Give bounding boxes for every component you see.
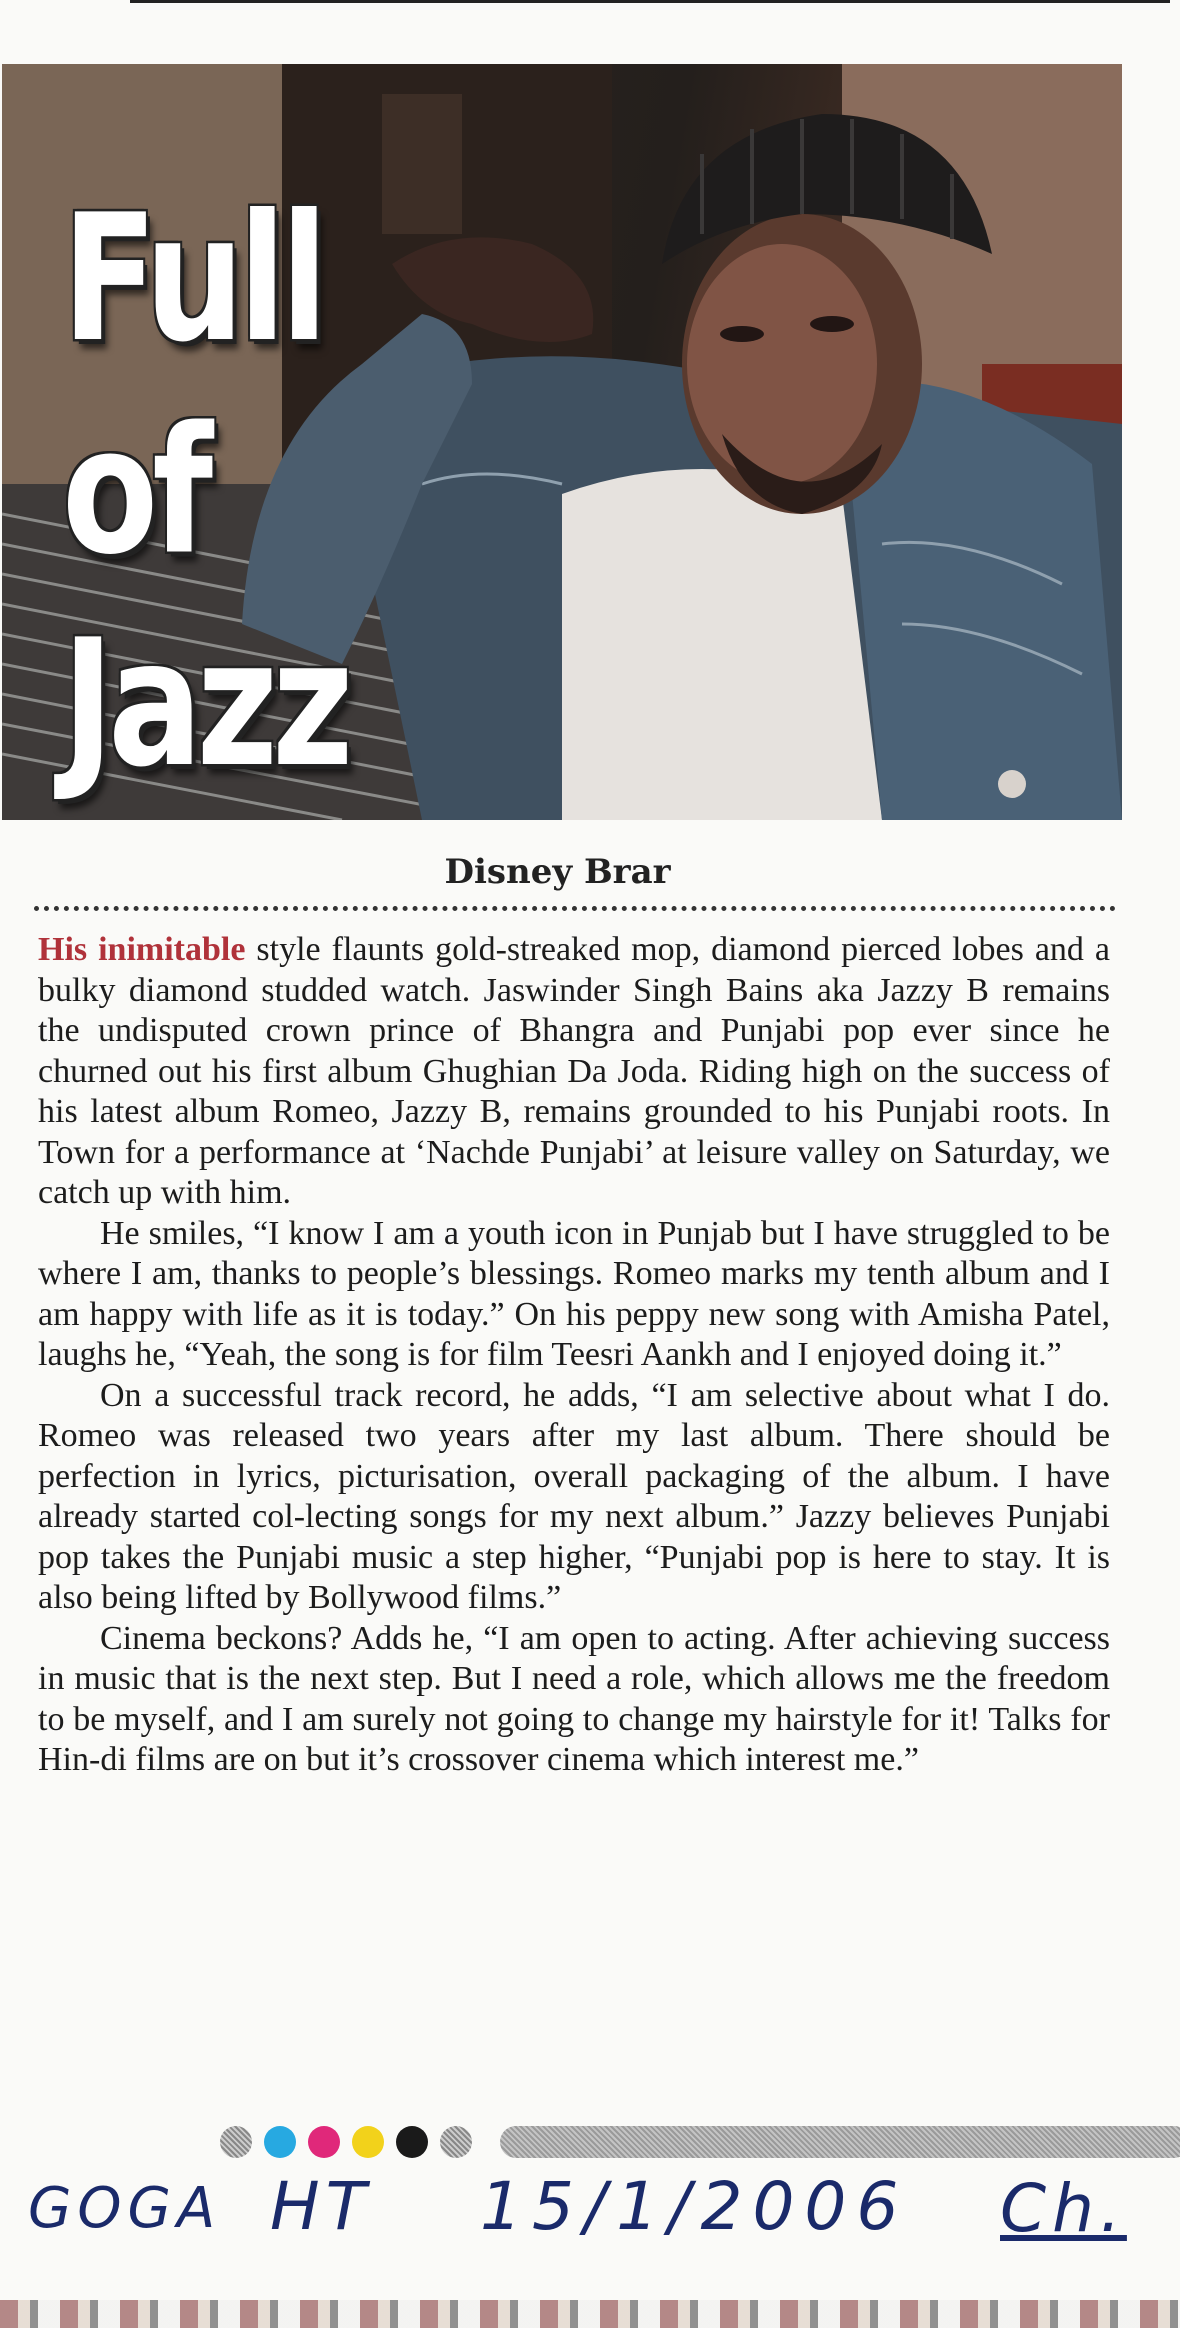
lead-in: His inimitable [38, 931, 246, 968]
article-paragraph-1 [38, 930, 1110, 1214]
byline: Disney Brar [444, 852, 671, 892]
torn-bottom-edge [0, 2300, 1180, 2328]
article-photo [2, 64, 1122, 820]
registration-dot [264, 2126, 296, 2158]
headline-line-2: of [62, 390, 208, 594]
print-registration-marks [220, 2124, 1180, 2160]
article-paragraph-3: On a successful track record, he adds, “I am selective about what I do. Romeo was released two years after my last album. There should be perfection in lyrics, picturisation, overall packaging of the album. I have already started col-lecting songs for my next album.” Jazzy believes Punjabi pop takes the Punjabi music a step higher, “Punjabi pop is here to stay. It is also being lifted by Bollywood films.” [38, 1376, 1110, 1616]
registration-dot [396, 2126, 428, 2158]
registration-dot [440, 2126, 472, 2158]
registration-dot [220, 2126, 252, 2158]
handwritten-city: Ch. [1000, 2170, 1127, 2247]
registration-dot [308, 2126, 340, 2158]
article-body [38, 930, 1110, 1781]
headline [62, 174, 392, 812]
registration-dot [352, 2126, 384, 2158]
paragraph-text: style flaunts gold-streaked mop, diamond pierced lobes and a bulky diamond studded watch. Jaswinder Singh Bains aka Jazzy B remains the undisputed crown prince of Bhangra and Punjabi pop ever since he churned out his first album Ghughian Da Joda. Riding high on the success of his latest album Romeo, Jazzy B, remains grounded to his Punjabi roots. In Town for a performance at ‘Nachde Punjabi’ at leisure valley on Saturday, we catch up with him. [38, 931, 1110, 1211]
headline-line-1: Full [62, 177, 323, 382]
article-paragraph-2: He smiles, “I know I am a youth icon in Punjab but I have struggled to be where I am, thanks to people’s blessings. Romeo marks my tenth album and I am happy with life as it is today.” On his peppy new song with Amisha Patel, laughs he, “Yeah, the song is for film Teesri Aankh and I enjoyed doing it.” [38, 1214, 1110, 1373]
dotted-divider [34, 906, 1116, 911]
registration-bar [500, 2126, 1180, 2158]
handwritten-date: 15/1/2006 [480, 2168, 909, 2245]
handwritten-paper: HT [270, 2168, 372, 2245]
headline-line-3: Jazz [62, 602, 348, 807]
handwritten-name: GOGA [28, 2176, 222, 2241]
article-paragraph-4: Cinema beckons? Adds he, “I am open to acting. After achieving success in music that is the next step. But I need a role, which allows me the freedom to be myself, and I am surely not going to change my hairstyle for it! Talks for Hin-di films are on but it’s crossover cinema which interest me.” [38, 1619, 1110, 1778]
top-rule [130, 0, 1170, 3]
